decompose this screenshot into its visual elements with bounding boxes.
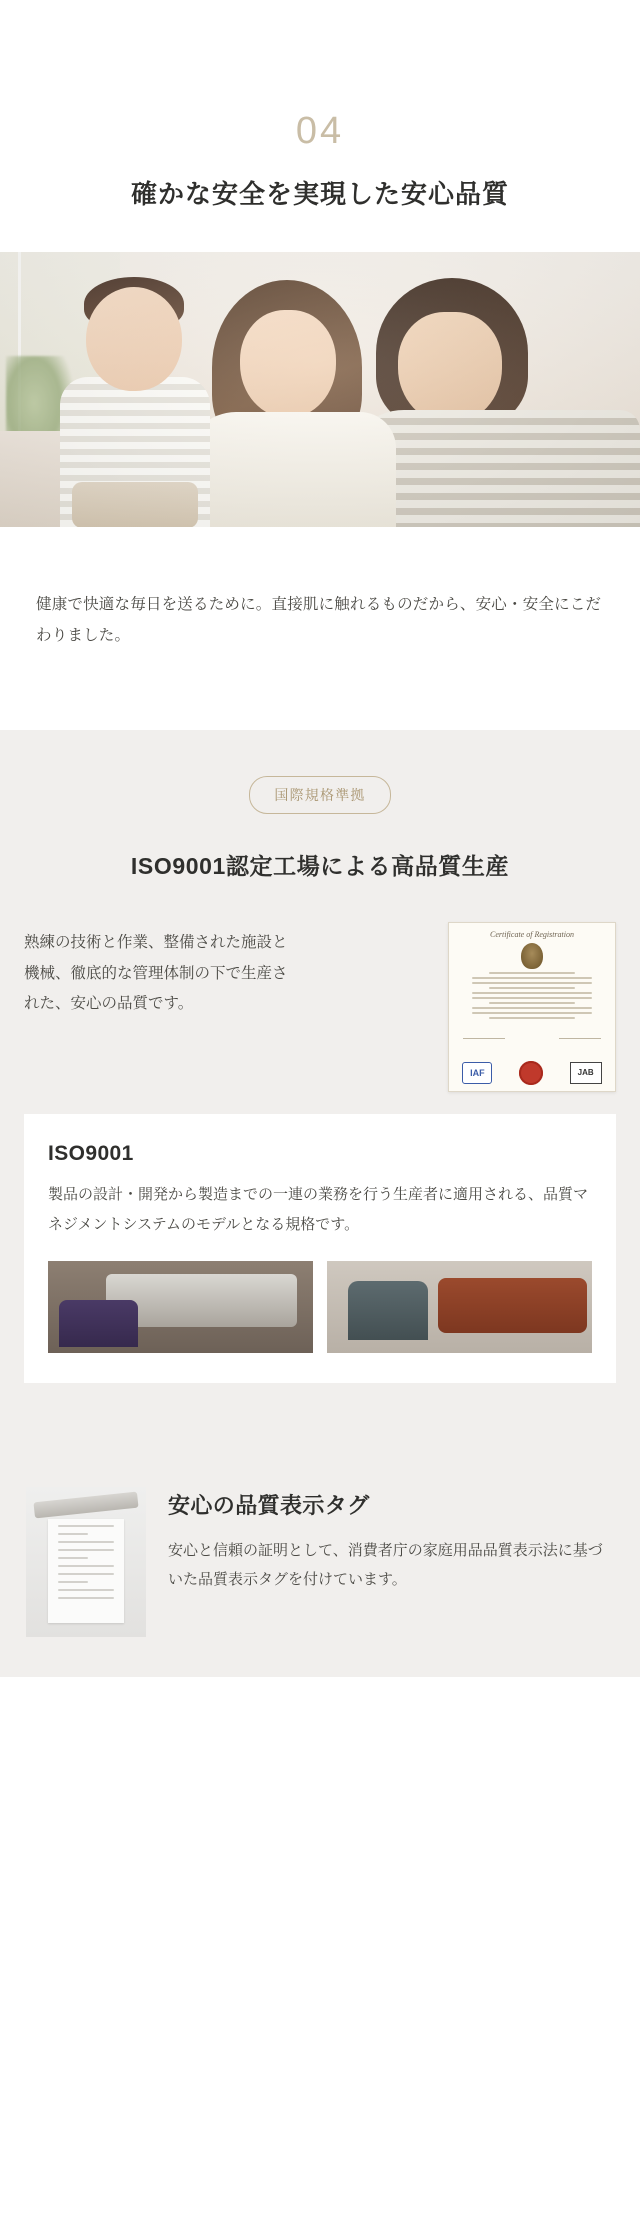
iso-card-text: 製品の設計・開発から製造までの一連の業務を行う生産者に適用される、品質マネジメントシステムのモデルとなる規格です。	[48, 1186, 589, 1233]
section-title: 確かな安全を実現した安心品質	[130, 179, 509, 209]
family-photo	[0, 252, 640, 527]
crest-icon	[521, 943, 543, 969]
quality-label-photo	[26, 1487, 146, 1637]
iso-paragraph: 熟練の技術と作業、整備された施設と機械、徹底的な管理体制の下で生産された、安心の品質です。	[24, 934, 288, 1012]
iso-card-title: ISO9001	[48, 1142, 134, 1166]
quality-tag-inner	[0, 1487, 640, 1637]
sewing-machine-photo	[48, 1261, 313, 1353]
quality-tag-title: 安心の品質表示タグ	[168, 1492, 370, 1518]
certificate-logos	[449, 1061, 615, 1085]
jab-logo-icon: JAB	[570, 1062, 602, 1084]
certificate-title: Certificate of Registration	[490, 930, 574, 940]
iso-body	[0, 928, 640, 1078]
red-seal-icon	[519, 1061, 543, 1085]
badge-row	[0, 776, 640, 814]
section-quality-tag	[0, 1443, 640, 1677]
intro-paragraph: 健康で快適な毎日を送るために。直接肌に触れるものだから、安心・安全にこだわりました。	[36, 595, 602, 644]
hanger-shape	[33, 1492, 138, 1519]
quality-tag-text	[168, 1487, 614, 1595]
sofa-workshop-photo	[327, 1261, 592, 1353]
iso-definition-card	[24, 1114, 616, 1383]
section-iso9001	[0, 730, 640, 1443]
section-safety-intro	[0, 0, 640, 212]
certificate-signatures	[449, 1022, 615, 1039]
section-number: 04	[295, 110, 345, 152]
photo-overlay	[0, 252, 640, 527]
certificate-text-lines	[449, 972, 615, 1019]
iso-heading: ISO9001認定工場による高品質生産	[130, 853, 510, 880]
quality-tag-paragraph: 安心と信頼の証明として、消費者庁の家庭用品品質表示法に基づいた品質表示タグを付けています。	[168, 1541, 603, 1589]
certificate-image	[448, 922, 616, 1092]
status-badge: 国際規格準拠	[249, 776, 390, 814]
label-card-shape	[48, 1519, 124, 1623]
factory-photo-row	[48, 1261, 592, 1353]
iaf-logo-icon: IAF	[462, 1062, 492, 1084]
